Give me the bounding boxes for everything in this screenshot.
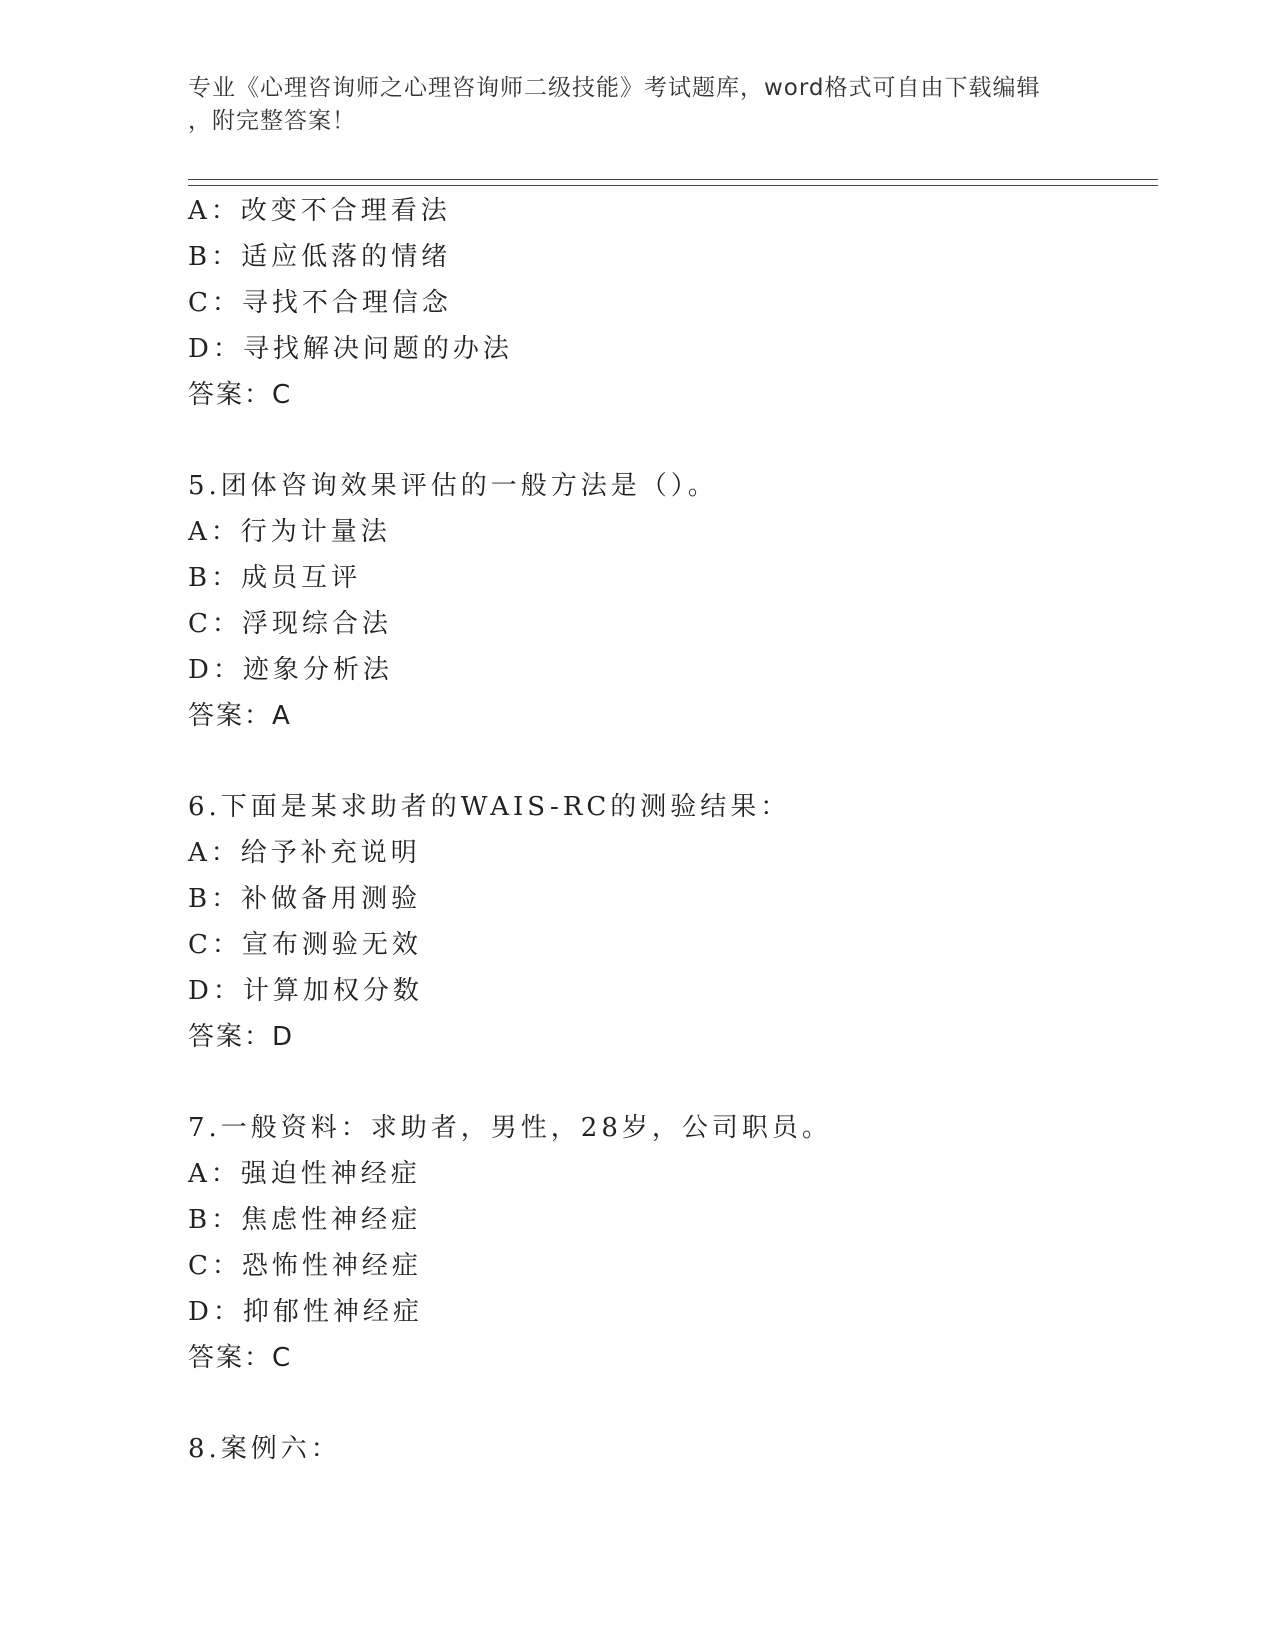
question-5 [188,463,1158,739]
option-c: C：浮现综合法 [188,609,392,639]
option-a: A：给予补充说明 [188,838,421,868]
option-b: B：适应低落的情绪 [188,242,452,272]
question-stem: 5.团体咨询效果评估的一般方法是（）。 [188,471,718,501]
option-b: B：焦虑性神经症 [188,1205,422,1235]
option-d: D：寻找解决问题的办法 [188,334,513,364]
question-stem: 7.一般资料：求助者，男性，28岁，公司职员。 [188,1113,832,1143]
spacer [188,739,1158,784]
option-c: C：恐怖性神经症 [188,1251,422,1281]
question-stem: 6.下面是某求助者的WAIS-RC的测验结果： [188,792,791,822]
spacer [188,418,1158,463]
question-6 [188,784,1158,1060]
question-7 [188,1105,1158,1381]
question-list [188,188,1158,1472]
answer-line: 答案：A [188,701,292,731]
answer-line: 答案：C [188,1343,293,1373]
option-b: B：补做备用测验 [188,884,422,914]
spacer [188,1381,1158,1426]
option-d: D：抑郁性神经症 [188,1297,423,1327]
document-header [188,72,1088,138]
header-line-2: ，附完整答案！ [188,108,356,134]
option-a: A：强迫性神经症 [188,1159,421,1189]
option-c: C：寻找不合理信念 [188,288,452,318]
question-stem: 8.案例六： [188,1434,341,1464]
header-line-1: 专业《心理咨询师之心理咨询师二级技能》考试题库，word格式可自由下载编辑 [188,75,1041,101]
option-c: C：宣布测验无效 [188,930,422,960]
spacer [188,1060,1158,1105]
option-a: A：改变不合理看法 [188,196,451,226]
option-a: A：行为计量法 [188,517,391,547]
answer-line: 答案：C [188,380,293,410]
option-d: D：计算加权分数 [188,976,423,1006]
question-8 [188,1426,1158,1472]
header-divider [188,179,1158,186]
answer-line: 答案：D [188,1022,295,1052]
option-b: B：成员互评 [188,563,362,593]
question-4 [188,188,1158,418]
option-d: D：迹象分析法 [188,655,393,685]
